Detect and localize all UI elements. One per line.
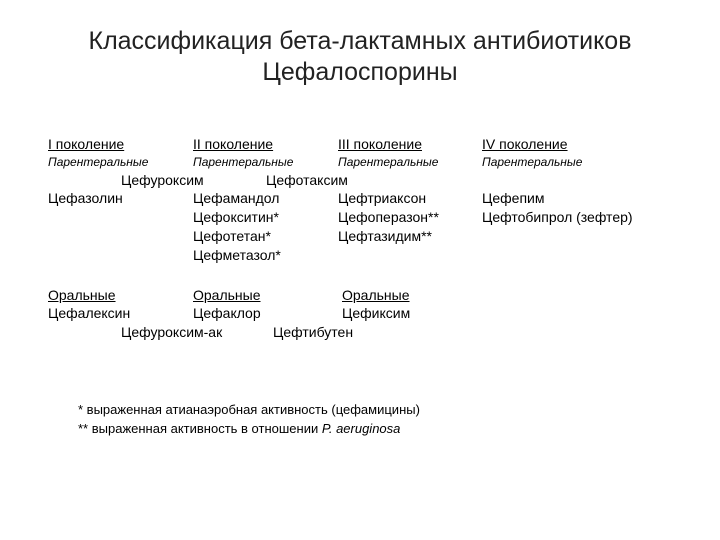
drug-gen2-0: Цефамандол (193, 190, 280, 206)
header-gen3: III поколение (338, 136, 422, 152)
oral-drug-gen2: Цефаклор (193, 305, 261, 321)
drug-gen3-0: Цефтриаксон (338, 190, 427, 206)
header-gen4: IV поколение (482, 136, 568, 152)
oral-drug-gen3: Цефиксим (342, 305, 411, 321)
footnote-1: * выраженная атианаэробная активность (цефамицины) (78, 402, 420, 417)
drug-gen2-3: Цефметазол* (193, 247, 281, 263)
slide-title (0, 26, 720, 88)
drug-cefotaxime: Цефотаксим (266, 172, 348, 188)
parenteral-label-gen1: Парентеральные (48, 155, 149, 169)
oral-drug-cefuroxime-axetil: Цефуроксим-ак (121, 324, 223, 340)
header-gen1: I поколение (48, 136, 125, 152)
oral-header-gen3: Оральные (342, 287, 410, 303)
oral-drug-gen1: Цефалексин (48, 305, 131, 321)
drug-gen4-0: Цефепим (482, 190, 545, 206)
header-gen2: II поколение (193, 136, 274, 152)
drug-gen3-1: Цефоперазон** (338, 209, 439, 225)
oral-header-gen2: Оральные (193, 287, 261, 303)
footnote-2-organism: P. aeruginosa (321, 421, 401, 436)
drug-gen4-1: Цефтобипрол (зефтер) (482, 209, 633, 225)
parenteral-label-gen4: Парентеральные (482, 155, 583, 169)
drug-cefuroxime: Цефуроксим (121, 172, 204, 188)
title-line-2: Цефалоспорины (262, 58, 458, 86)
footnote-2-text: ** выраженная активность в отношении (78, 421, 322, 436)
parenteral-label-gen2: Парентеральные (193, 155, 294, 169)
drug-gen3-2: Цефтазидим** (338, 228, 432, 244)
drug-gen1-0: Цефазолин (48, 190, 123, 206)
footnote-2 (78, 421, 400, 437)
drug-gen2-1: Цефокситин* (193, 209, 279, 225)
parenteral-label-gen3: Парентеральные (338, 155, 439, 169)
oral-drug-ceftibuten: Цефтибутен (273, 324, 354, 340)
oral-header-gen1: Оральные (48, 287, 116, 303)
title-line-1: Классификация бета-лактамных антибиотиков (88, 27, 632, 55)
drug-gen2-2: Цефотетан* (193, 228, 271, 244)
